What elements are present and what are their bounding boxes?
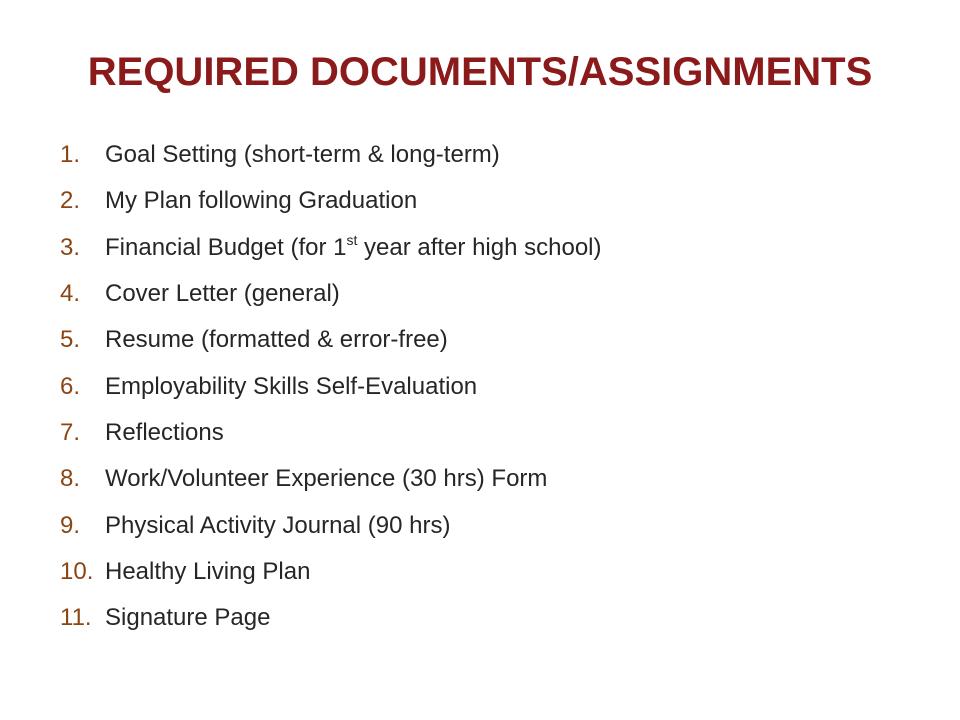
item-number: 10.	[60, 557, 94, 585]
list-item	[60, 410, 920, 456]
item-text: Physical Activity Journal (90 hrs)	[105, 511, 451, 539]
assignments-list	[60, 132, 920, 641]
item-text: Work/Volunteer Experience (30 hrs) Form	[105, 465, 548, 493]
list-item	[60, 363, 920, 409]
list-item	[60, 132, 920, 178]
item-text: My Plan following Graduation	[105, 187, 418, 215]
item-number: 2.	[60, 187, 81, 215]
list-item	[60, 456, 920, 502]
item-text: Healthy Living Plan	[105, 557, 311, 585]
item-text: Employability Skills Self-Evaluation	[105, 372, 478, 400]
item-number: 3.	[60, 233, 81, 261]
item-text: Cover Letter (general)	[105, 280, 340, 308]
item-text: Signature Page	[105, 604, 271, 632]
item-number: 5.	[60, 326, 81, 354]
item-number: 7.	[60, 418, 81, 446]
list-item	[60, 271, 920, 317]
item-number: 11.	[60, 604, 92, 632]
list-item	[60, 502, 920, 548]
item-text: Goal Setting (short-term & long-term)	[105, 141, 500, 169]
item-text-before: Financial Budget (for 1	[105, 233, 347, 261]
item-number: 6.	[60, 372, 81, 400]
slide-title: REQUIRED DOCUMENTS/ASSIGNMENTS	[87, 50, 873, 94]
item-number: 8.	[60, 465, 81, 493]
item-number: 4.	[60, 280, 81, 308]
list-item	[60, 317, 920, 363]
item-text-after: year after high school)	[357, 233, 602, 261]
item-number: 1.	[60, 141, 81, 169]
list-item	[60, 225, 920, 271]
list-item	[60, 595, 920, 641]
item-number: 9.	[60, 511, 81, 539]
list-item	[60, 178, 920, 224]
list-item	[60, 549, 920, 595]
superscript: st	[346, 231, 358, 248]
item-text: Reflections	[105, 418, 224, 446]
item-text: Resume (formatted & error-free)	[105, 326, 448, 354]
item-text	[105, 231, 602, 262]
